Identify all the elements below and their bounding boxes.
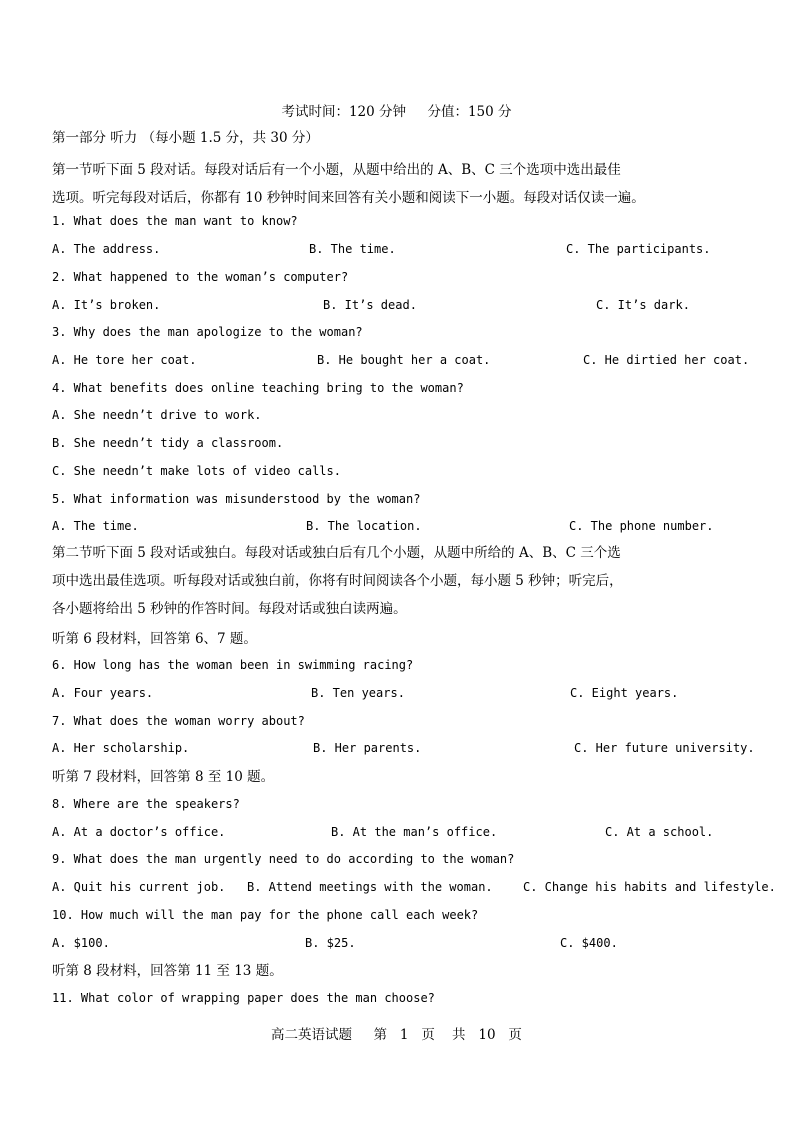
question-4-stem: 4. What benefits does online teaching bring to the woman? <box>52 381 464 395</box>
question-4-option-c: C. She needn’t make lots of video calls. <box>52 464 341 478</box>
question-3-option-c: C. He dirtied her coat. <box>583 353 750 367</box>
question-7-option-a: A. Her scholarship. <box>52 741 190 755</box>
question-1-stem: 1. What does the man want to know? <box>52 214 298 228</box>
question-9-option-a: A. Quit his current job. <box>52 880 226 894</box>
material-7-heading: 听第 7 段材料，回答第 8 至 10 题。 <box>52 769 275 785</box>
question-5-option-c: C. The phone number. <box>569 519 714 533</box>
question-1-option-a: A. The address. <box>52 242 161 256</box>
question-1-option-b: B. The time. <box>309 242 396 256</box>
question-8-option-c: C. At a school. <box>605 825 714 839</box>
section1-intro-line1: 第一节听下面 5 段对话。每段对话后有一个小题，从题中给出的 A、B、C 三个选项中选出最佳 <box>52 162 621 178</box>
question-1-option-c: C. The participants. <box>566 242 711 256</box>
question-8-option-a: A. At a doctor’s office. <box>52 825 226 839</box>
question-6-option-a: A. Four years. <box>52 686 154 700</box>
question-10-option-c: C. $400. <box>560 936 618 950</box>
material-8-heading: 听第 8 段材料，回答第 11 至 13 题。 <box>52 963 283 979</box>
question-5-stem: 5. What information was misunderstood by the woman? <box>52 492 421 506</box>
question-10-option-b: B. $25. <box>305 936 356 950</box>
question-2-option-a: A. It’s broken. <box>52 298 161 312</box>
question-4-option-a: A. She needn’t drive to work. <box>52 408 262 422</box>
question-3-stem: 3. Why does the man apologize to the woman? <box>52 325 363 339</box>
material-6-heading: 听第 6 段材料，回答第 6、7 题。 <box>52 631 257 647</box>
question-2-option-c: C. It’s dark. <box>596 298 690 312</box>
question-6-stem: 6. How long has the woman been in swimming racing? <box>52 658 414 672</box>
question-11-stem: 11. What color of wrapping paper does the man choose? <box>52 991 435 1005</box>
question-9-stem: 9. What does the man urgently need to do according to the woman? <box>52 852 515 866</box>
exam-header: 考试时间：120 分钟 分值：150 分 <box>281 104 512 120</box>
part1-title: 第一部分 听力 （每小题 1.5 分，共 30 分） <box>52 130 319 146</box>
question-5-option-b: B. The location. <box>306 519 422 533</box>
question-7-stem: 7. What does the woman worry about? <box>52 714 305 728</box>
section2-intro-line2: 项中选出最佳选项。听每段对话或独白前，你将有时间阅读各个小题，每小题 5 秒钟；听完后， <box>52 573 623 589</box>
page-footer: 高二英语试题 第 1 页 共 10 页 <box>271 1027 522 1043</box>
question-8-option-b: B. At the man’s office. <box>331 825 498 839</box>
question-9-option-b: B. Attend meetings with the woman. <box>247 880 493 894</box>
question-4-option-b: B. She needn’t tidy a classroom. <box>52 436 284 450</box>
question-6-option-c: C. Eight years. <box>570 686 679 700</box>
question-6-option-b: B. Ten years. <box>311 686 405 700</box>
section2-intro-line1: 第二节听下面 5 段对话或独白。每段对话或独白后有几个小题，从题中所给的 A、B、C 三个选 <box>52 545 621 561</box>
question-3-option-a: A. He tore her coat. <box>52 353 197 367</box>
question-7-option-b: B. Her parents. <box>313 741 422 755</box>
question-9-option-c: C. Change his habits and lifestyle. <box>523 880 776 894</box>
question-2-option-b: B. It’s dead. <box>323 298 417 312</box>
question-5-option-a: A. The time. <box>52 519 139 533</box>
question-2-stem: 2. What happened to the woman’s computer? <box>52 270 349 284</box>
question-10-stem: 10. How much will the man pay for the phone call each week? <box>52 908 479 922</box>
question-3-option-b: B. He bought her a coat. <box>317 353 491 367</box>
section1-intro-line2: 选项。听完每段对话后，你都有 10 秒钟时间来回答有关小题和阅读下一小题。每段对话仅读一遍。 <box>52 190 645 206</box>
question-8-stem: 8. Where are the speakers? <box>52 797 240 811</box>
question-7-option-c: C. Her future university. <box>574 741 755 755</box>
question-10-option-a: A. $100. <box>52 936 110 950</box>
section2-intro-line3: 各小题将给出 5 秒钟的作答时间。每段对话或独白读两遍。 <box>52 601 407 617</box>
